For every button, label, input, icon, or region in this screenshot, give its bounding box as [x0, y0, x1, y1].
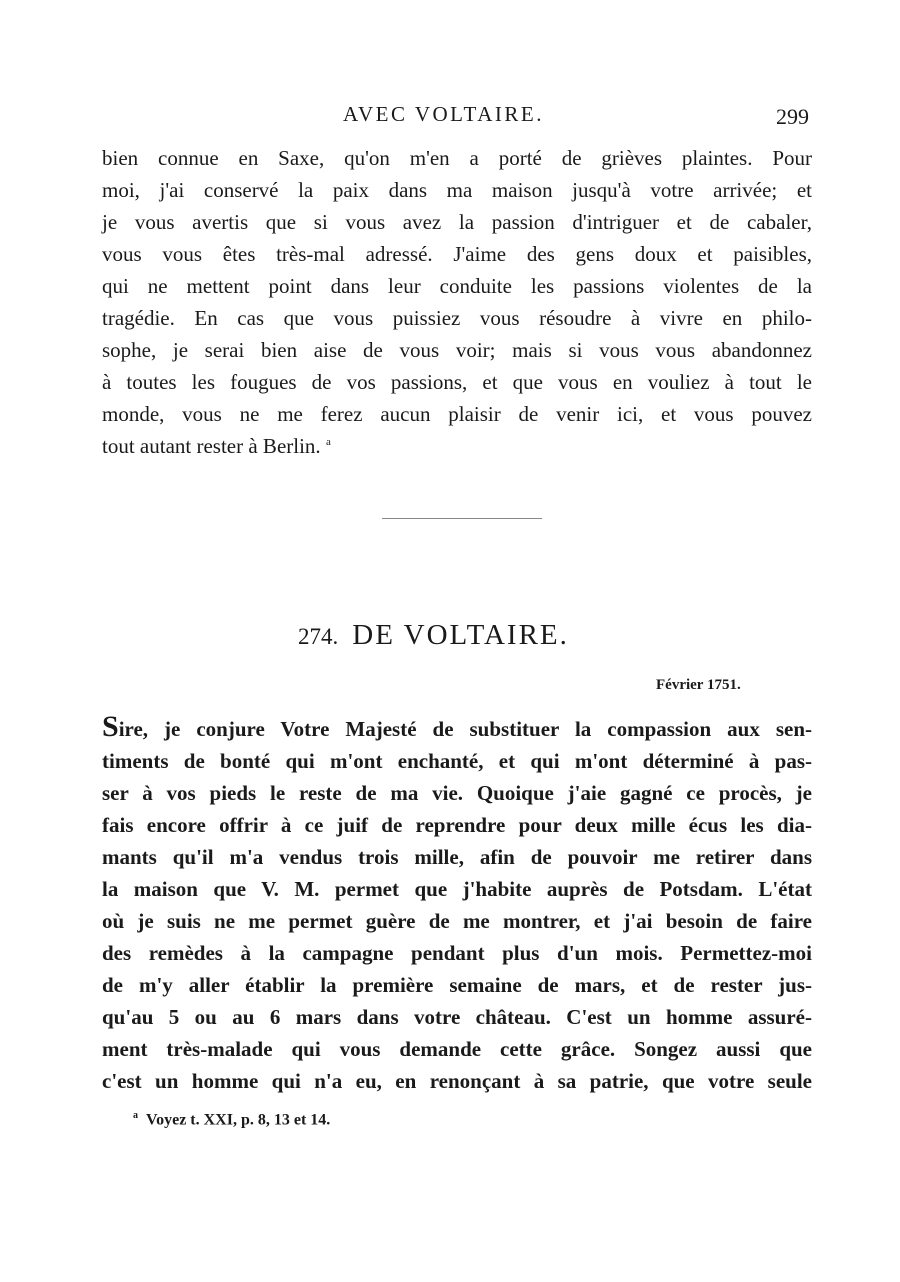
text-line: où je suis ne me permet guère de me montrer, et j'ai besoin de faire — [102, 909, 812, 933]
text-line: vous vous êtes très-mal adressé. J'aime des gens doux et paisibles, — [102, 242, 812, 266]
text-line: sophe, je serai bien aise de vous voir; mais si vous vous abandonnez — [102, 338, 812, 362]
text-line: fais encore offrir à ce juif de reprendre pour deux mille écus les dia- — [102, 813, 812, 837]
section-separator — [382, 518, 542, 519]
footnote — [133, 1110, 330, 1129]
text-line: mants qu'il m'a vendus trois mille, afin de pouvoir me retirer dans — [102, 845, 812, 869]
running-head — [0, 102, 900, 132]
text-line: ser à vos pieds le reste de ma vie. Quoique j'aie gagné ce procès, je — [102, 781, 812, 805]
text-line: je vous avertis que si vous avez la passion d'intriguer et de cabaler, — [102, 210, 812, 234]
text-line-content: ire, je conjure Votre Majesté de substituer la compassion aux sen- — [118, 717, 812, 741]
text-line: timents de bonté qui m'ont enchanté, et qui m'ont déterminé à pas- — [102, 749, 812, 773]
text-line-first — [102, 710, 812, 745]
text-line: qui ne mettent point dans leur conduite les passions violentes de la — [102, 274, 812, 298]
footnote-reference: a — [325, 436, 331, 448]
footnote-text: Voyez t. XXI, p. 8, 13 et 14. — [146, 1111, 331, 1129]
page-number: 299 — [776, 104, 809, 129]
letter-heading — [298, 619, 569, 652]
text-line: de m'y aller établir la première semaine de mars, et de rester jus- — [102, 973, 812, 997]
text-line: monde, vous ne me ferez aucun plaisir de venir ici, et vous pouvez — [102, 402, 812, 426]
running-title: AVEC VOLTAIRE. — [343, 102, 544, 126]
letter-number: 274. — [298, 624, 339, 649]
text-line: la maison que V. M. permet que j'habite auprès de Potsdam. L'état — [102, 877, 812, 901]
text-line: tragédie. En cas que vous puissiez vous résoudre à vivre en philo- — [102, 306, 812, 330]
letter-body — [102, 710, 812, 1097]
letter-date: Février 1751. — [656, 677, 741, 693]
text-line: des remèdes à la campagne pendant plus d'un mois. Permettez-moi — [102, 941, 812, 965]
letter-title: DE VOLTAIRE. — [352, 619, 569, 651]
text-line-last — [102, 430, 812, 462]
continuation-paragraph — [102, 142, 812, 462]
text-line: bien connue en Saxe, qu'on m'en a porté de grièves plaintes. Pour — [102, 146, 812, 170]
text-line: moi, j'ai conservé la paix dans ma maison jusqu'à votre arrivée; et — [102, 178, 812, 202]
text-line: ment très-malade qui vous demande cette grâce. Songez aussi que — [102, 1037, 812, 1061]
text-line: à toutes les fougues de vos passions, et que vous en vouliez à tout le — [102, 370, 812, 394]
text-line-content: tout autant rester à Berlin. — [102, 434, 321, 458]
initial-letter: S — [102, 710, 119, 743]
footnote-marker: a — [133, 1110, 138, 1121]
text-line: c'est un homme qui n'a eu, en renonçant à sa patrie, que votre seule — [102, 1069, 812, 1093]
text-line: qu'au 5 ou au 6 mars dans votre château. C'est un homme assuré- — [102, 1005, 812, 1029]
